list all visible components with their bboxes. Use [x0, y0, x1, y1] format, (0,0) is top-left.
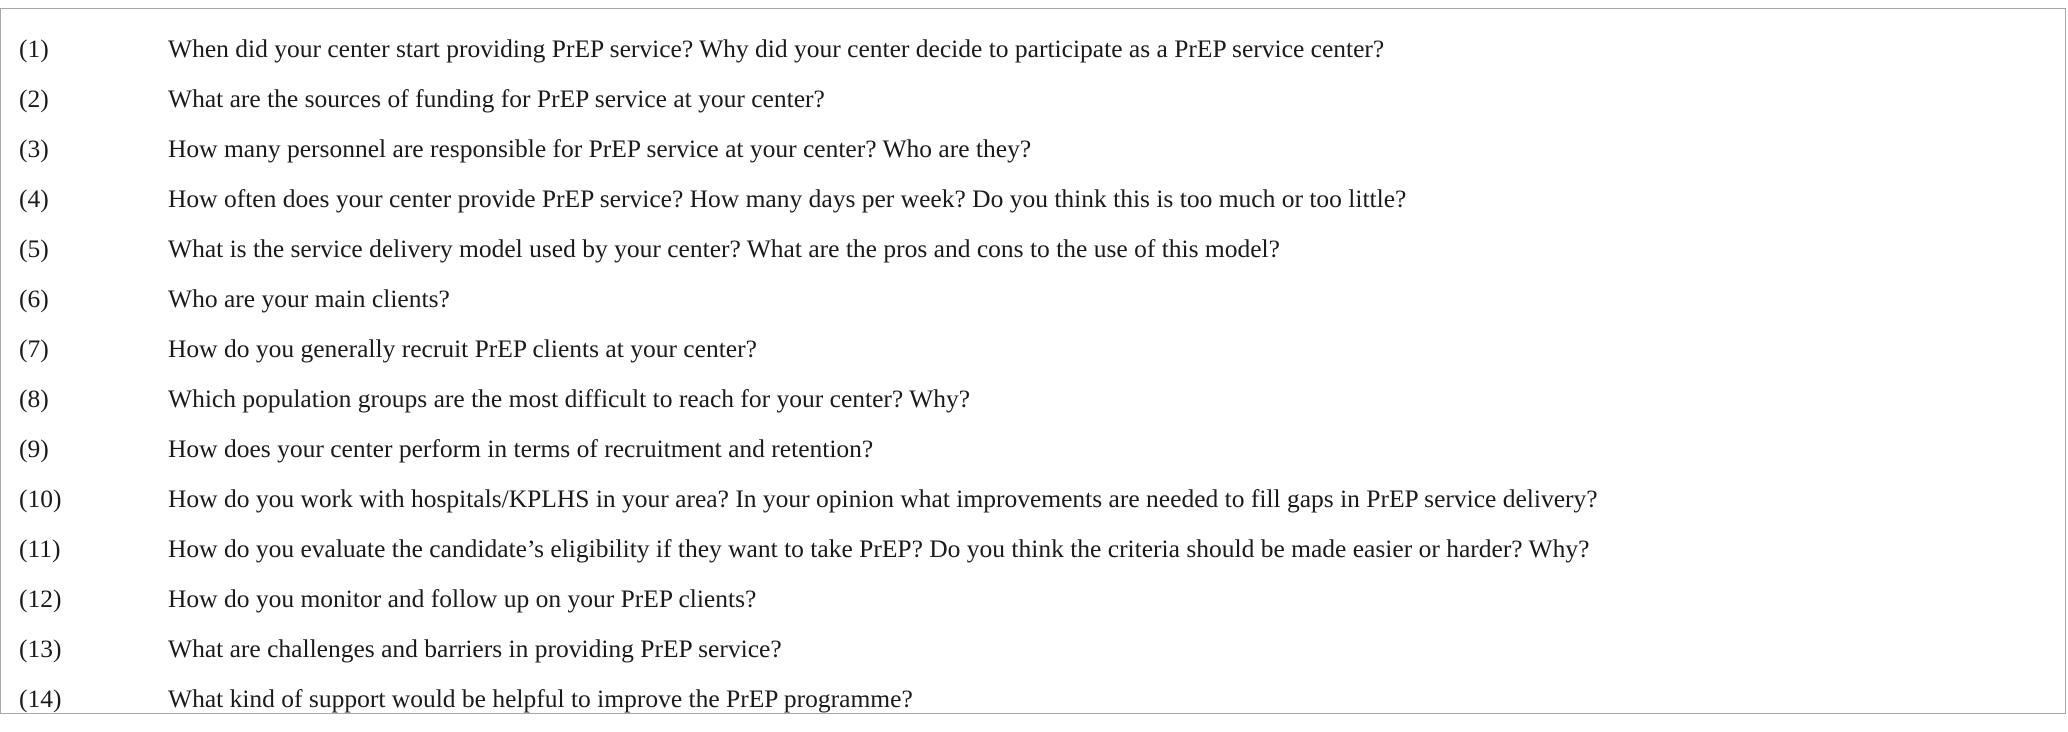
question-number: (8) — [19, 384, 49, 413]
question-row — [1, 324, 2065, 374]
question-number: (10) — [19, 484, 62, 513]
question-number: (12) — [19, 584, 62, 613]
question-text: What are challenges and barriers in providing PrEP service? — [168, 634, 782, 663]
question-row — [1, 674, 2065, 724]
question-number: (5) — [19, 234, 49, 263]
question-text: What are the sources of funding for PrEP service at your center? — [168, 84, 825, 113]
question-row — [1, 274, 2065, 324]
question-number: (13) — [19, 634, 62, 663]
question-text: Who are your main clients? — [168, 284, 450, 313]
question-number: (3) — [19, 134, 49, 163]
question-row — [1, 624, 2065, 674]
question-text: How do you evaluate the candidate’s eligibility if they want to take PrEP? Do you think the criteria should be made easier or harder? Why? — [168, 534, 1590, 563]
question-text: How do you monitor and follow up on your PrEP clients? — [168, 584, 757, 613]
question-row — [1, 474, 2065, 524]
question-row — [1, 174, 2065, 224]
question-row — [1, 224, 2065, 274]
question-row — [1, 424, 2065, 474]
question-row — [1, 574, 2065, 624]
question-number: (11) — [19, 534, 61, 563]
question-number: (2) — [19, 84, 49, 113]
question-text: When did your center start providing PrEP service? Why did your center decide to participate as a PrEP service center? — [168, 34, 1385, 63]
question-number: (4) — [19, 184, 49, 213]
question-number: (7) — [19, 334, 49, 363]
question-row — [1, 524, 2065, 574]
question-row — [1, 74, 2065, 124]
question-text: How does your center perform in terms of recruitment and retention? — [168, 434, 874, 463]
question-text: How do you work with hospitals/KPLHS in your area? In your opinion what improvements are needed to fill gaps in PrEP service delivery? — [168, 484, 1598, 513]
question-row — [1, 24, 2065, 74]
question-row — [1, 374, 2065, 424]
question-number: (14) — [19, 684, 62, 713]
question-text: How many personnel are responsible for PrEP service at your center? Who are they? — [168, 134, 1032, 163]
question-text: How often does your center provide PrEP service? How many days per week? Do you think this is too much or too little? — [168, 184, 1407, 213]
question-number: (6) — [19, 284, 49, 313]
question-text: How do you generally recruit PrEP clients at your center? — [168, 334, 757, 363]
question-number: (9) — [19, 434, 49, 463]
question-text: Which population groups are the most difficult to reach for your center? Why? — [168, 384, 971, 413]
question-table — [0, 8, 2066, 714]
question-text: What is the service delivery model used by your center? What are the pros and cons to the use of this model? — [168, 234, 1280, 263]
question-row — [1, 124, 2065, 174]
question-text: What kind of support would be helpful to improve the PrEP programme? — [168, 684, 913, 713]
question-list — [1, 24, 2065, 724]
question-number: (1) — [19, 34, 49, 63]
